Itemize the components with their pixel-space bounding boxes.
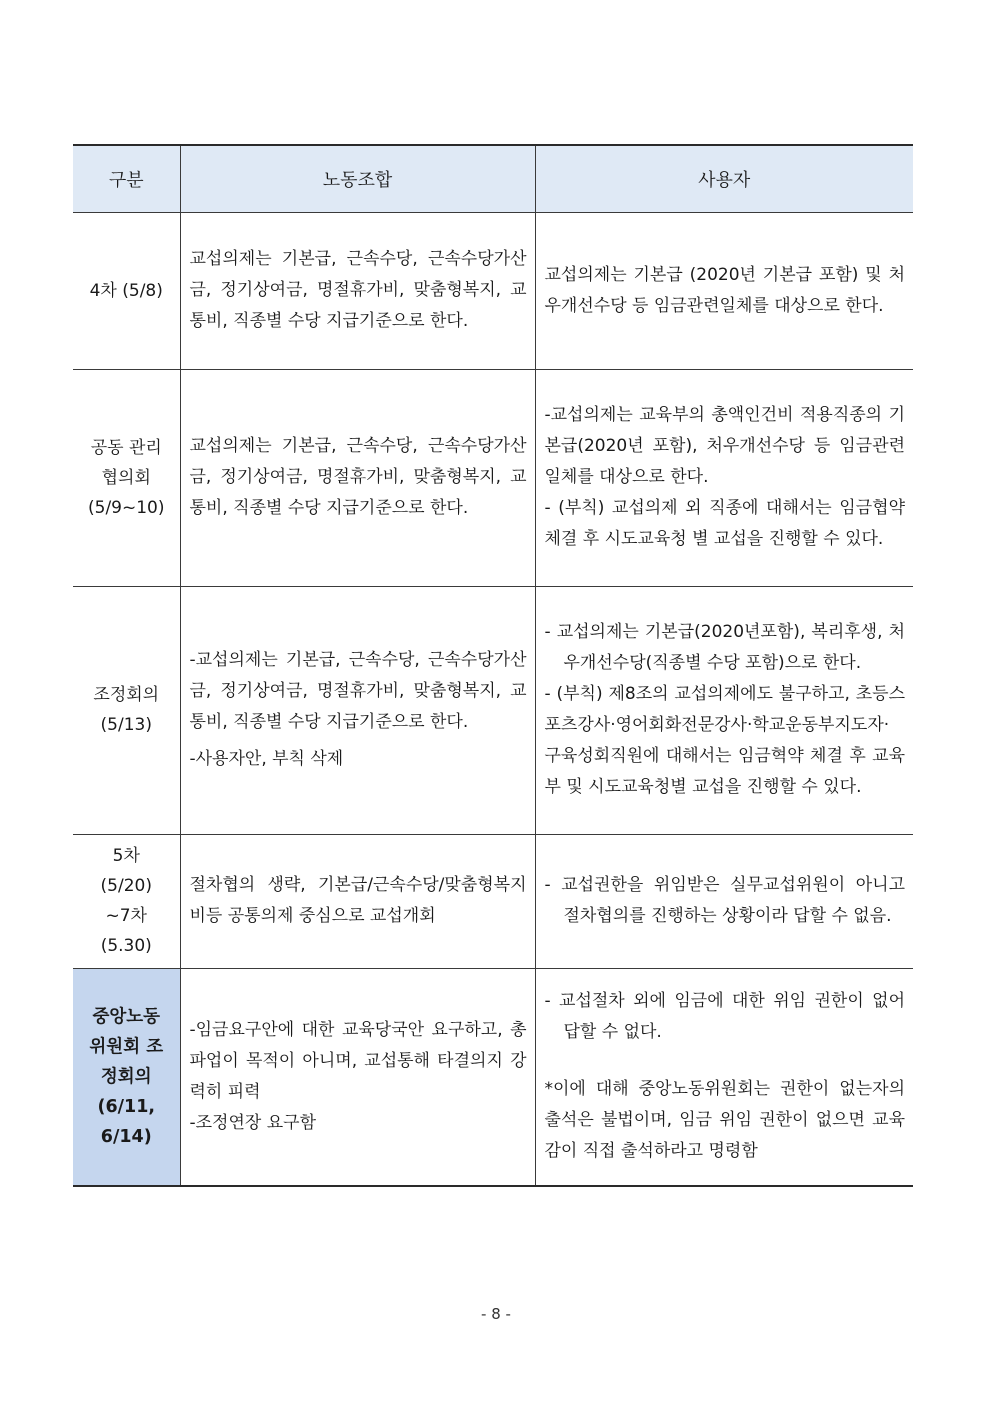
header-employer: 사용자	[535, 145, 913, 212]
employer-text: 교섭의제는 기본급 (2020년 기본급 포함) 및 처우개선수당 등 임금관련일체를 대상으로 한다.	[544, 264, 905, 316]
row-label-text: 조정회의 (5/13)	[93, 685, 160, 735]
employer-cell	[535, 212, 913, 369]
union-text: -사용자안, 부칙 삭제	[189, 749, 344, 769]
employer-text: - 교섭권한을 위임받은 실무교섭위원이 아니고 절차협의를 진행하는 상황이라 답할 수 없음.	[544, 875, 905, 926]
table-row	[73, 212, 913, 369]
employer-text: - (부칙) 교섭의제 외 직종에 대해서는 임금협약 체결 후 시도교육청 별 교섭을 진행할 수 있다.	[544, 498, 905, 549]
header-union: 노동조합	[180, 145, 535, 212]
union-cell	[180, 369, 535, 586]
table-row	[73, 968, 913, 1186]
row-label-highlighted	[73, 968, 180, 1186]
employer-cell	[535, 834, 913, 968]
row-label	[73, 369, 180, 586]
header-gubun: 구분	[73, 145, 180, 212]
union-text: 교섭의제는 기본급, 근속수당, 근속수당가산금, 정기상여금, 명절휴가비, 맞춤형복지, 교통비, 직종별 수당 지급기준으로 한다.	[189, 436, 527, 518]
employer-text: *이에 대해 중앙노동위원회는 권한이 없는자의 출석은 불법이며, 임금 위임 권한이 없으면 교육감이 직접 출석하라고 명령함	[544, 1079, 905, 1162]
row-label	[73, 834, 180, 968]
union-cell	[180, 968, 535, 1186]
row-label-text: 공동 관리 협의회 (5/9~10)	[88, 437, 165, 518]
table-row	[73, 369, 913, 586]
union-cell	[180, 834, 535, 968]
union-cell	[180, 586, 535, 834]
row-label-text: 중앙노동 위원회 조정회의 (6/11, 6/14)	[89, 1006, 164, 1147]
table-row	[73, 834, 913, 968]
employer-cell	[535, 968, 913, 1186]
union-cell	[180, 212, 535, 369]
union-text: 교섭의제는 기본급, 근속수당, 근속수당가산금, 정기상여금, 명절휴가비, 맞춤형복지, 교통비, 직종별 수당 지급기준으로 한다.	[189, 249, 527, 331]
employer-cell	[535, 586, 913, 834]
row-label	[73, 586, 180, 834]
page-number: - 8 -	[481, 1305, 511, 1323]
table-row	[73, 586, 913, 834]
row-label: 4차 (5/8)	[73, 212, 180, 369]
union-text: -교섭의제는 기본급, 근속수당, 근속수당가산금, 정기상여금, 명절휴가비, 맞춤형복지, 교통비, 직종별 수당 지급기준으로 한다.	[189, 650, 527, 732]
union-text: -조정연장 요구함	[189, 1112, 316, 1133]
employer-text: - 교섭절차 외에 임금에 대한 위임 권한이 없어 답할 수 없다.	[544, 991, 905, 1043]
employer-text: - 교섭의제는 기본급(2020년포함), 복리후생, 처우개선수당(직종별 수당 포함)으로 한다.	[544, 622, 905, 673]
union-text: 절차협의 생략, 기본급/근속수당/맞춤형복지비등 공통의제 중심으로 교섭개회	[189, 875, 527, 926]
union-text: -임금요구안에 대한 교육당국안 요구하고, 총파업이 목적이 아니며, 교섭통해 타결의지 강력히 피력	[189, 1019, 527, 1102]
employer-text: - (부칙) 제8조의 교섭의제에도 불구하고, 초등스포츠강사·영어회화전문강사·학교운동부지도자·구육성회직원에 대해서는 임금혁약 체결 후 교육부 및 시도교육청별 교섭을 진행할 수 있다.	[544, 684, 905, 797]
employer-cell	[535, 369, 913, 586]
negotiation-table	[73, 144, 913, 1187]
spacer	[545, 1048, 906, 1074]
row-label-text: 5차 (5/20) ~7차 (5.30)	[100, 846, 152, 956]
employer-text: -교섭의제는 교육부의 총액인건비 적용직종의 기본급(2020년 포함), 처우개선수당 등 임금관련 일체를 대상으로 한다.	[544, 405, 905, 487]
table-header-row	[73, 145, 913, 212]
